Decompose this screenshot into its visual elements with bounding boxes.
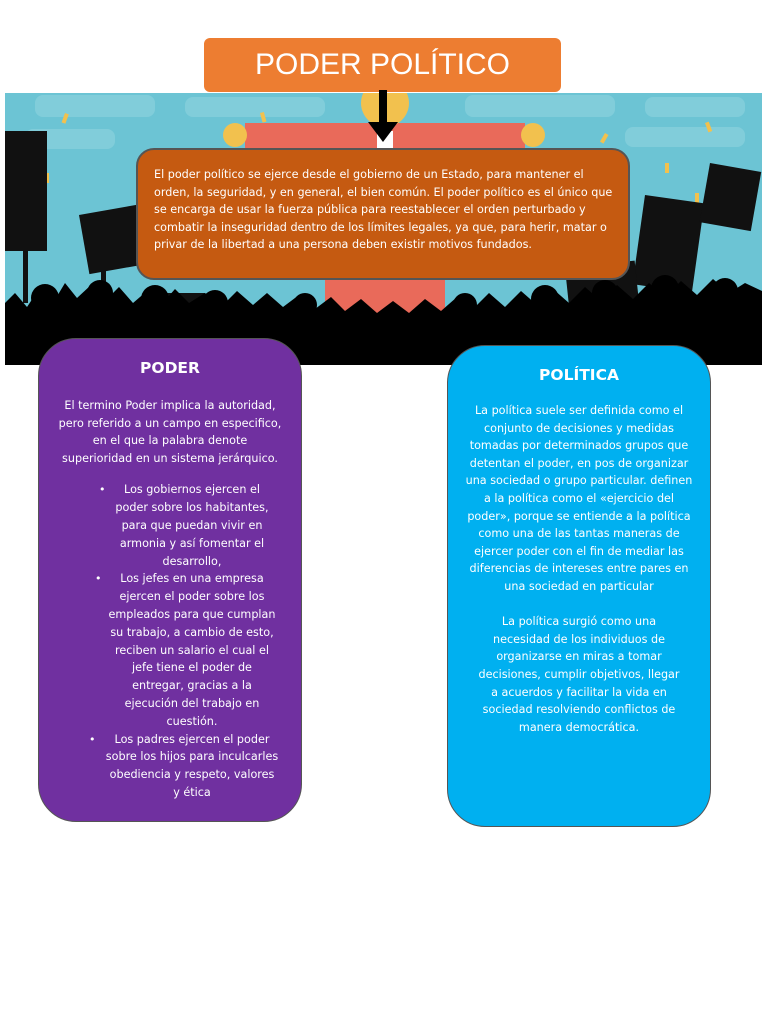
bullet-icon: • [99,483,106,497]
poder-card [38,338,302,822]
bullet-icon: • [95,572,102,586]
poder-list-item [95,570,279,730]
summary-box: El poder político se ejerce desde el gobierno de un Estado, para mantener el orden, la seguridad, y en general, el bien común. El poder político es el único que se encarga de usar la fuerza pública para reestablecer el orden perturbado y combatir la inseguridad dentro de los límites legales, ya que, para herir, matar o privar de la libertad a una persona deben existir motivos fundados. [136,148,630,280]
paragraph-spacer [448,596,710,614]
poder-list [39,481,301,801]
bullet-icon: • [89,732,96,746]
poder-list-item-text: Los padres ejercen el poder sobre los hijos para inculcarles obediencia y respeto, valores y ética [105,732,279,799]
poder-list-item [89,731,279,802]
poder-list-item-text: Los jefes en una empresa ejercen el poder sobre los empleados para que cumplan su trabajo, a cambio de esto, reciben un salario el cual el jefe tiene el poder de entregar, gracias a la ejecución del trabajo en cuestión. [108,572,276,728]
politica-paragraph-2: La política surgió como una necesidad de los individuos de organizarse en miras a tomar decisiones, cumplir objetivos, llegar a acuerdos y facilitar la vida en sociedad resolviendo conflictos de manera democrática. [478,615,680,734]
down-arrow-icon [368,90,398,146]
politica-card [447,345,711,827]
poder-list-item [99,481,275,570]
poder-list-item-text: Los gobiernos ejercen el poder sobre los habitantes, para que puedan vivir en armonia y así fomentar el desarrollo, [115,483,269,568]
poder-intro: El termino Poder implica la autoridad, pero referido a un campo en especifico, en el que la palabra denote superioridad en un sistema jerárquico. [58,399,282,465]
poder-heading: PODER [140,359,200,377]
politica-heading: POLÍTICA [539,366,619,384]
page-title: PODER POLÍTICO [204,38,561,92]
politica-paragraph-1: La política suele ser definida como el conjunto de decisiones y medidas tomadas por determinados grupos que detentan el poder, en pos de organizar una sociedad o grupo particular. definen a la política como el «ejercicio del poder», porque se entiende a la política como una de las tantas maneras de ejercer poder con el fin de mediar las diferencias de intereses entre pares en una sociedad en particular [465,404,693,593]
